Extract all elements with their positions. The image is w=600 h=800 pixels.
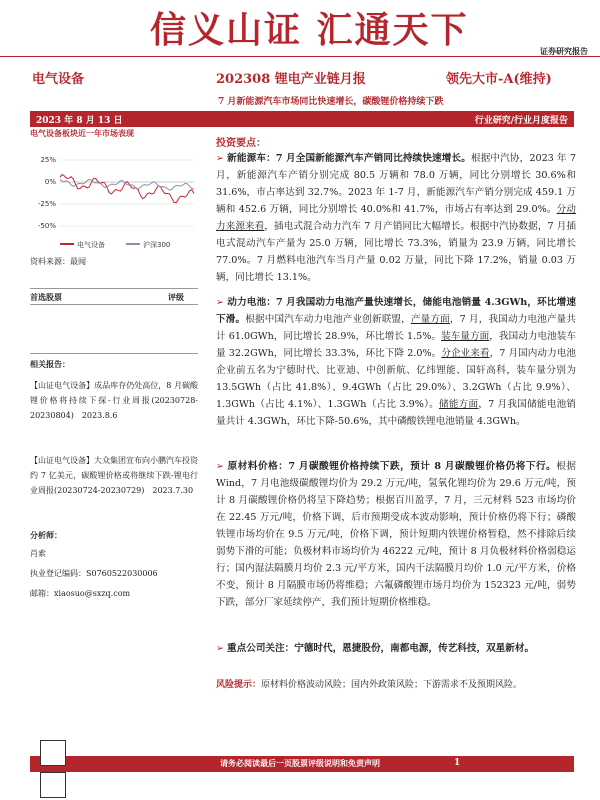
rating-head-label: 评级 — [168, 292, 184, 302]
para-heading: 新能源车：7 月全国新能源汽车产销同比持续快速增长。 — [227, 153, 471, 164]
rating: 领先大市-A(维持) — [446, 72, 552, 87]
report-category: 行业研究/行业月度报告 — [474, 116, 568, 126]
paragraph-ev — [216, 150, 576, 286]
qr-code-icon — [40, 772, 66, 798]
page-number: 1 — [454, 758, 461, 768]
para-text: 根据中汽协，2023 年 7 月，新能源汽车产销分别完成 80.5 万辆和 78.0 万辆，同比分别增长 30.6%和 31.6%，市占率达到 32.7%。2023 年 1-7 月，新能源汽车产销分别完成 459.1 万辆和 452.6 万辆，同比分别增长 40.0%和 41.7%，市场占有率达到 29.0%。 — [216, 153, 577, 215]
report-date: 2023 年 8 月 13 日 — [36, 116, 123, 126]
series-line-sector — [60, 174, 194, 202]
chart-source: 资料来源：最闻 — [30, 257, 86, 266]
related-report-item[interactable]: 【山证电气设备】成品库存仍处高位，8 月碳酸锂价格将持续下探-行业周报(20230728-20230804) 2023.8.6 — [30, 381, 198, 420]
stock-head-label: 首选股票 — [30, 292, 62, 302]
stock-table-header — [30, 288, 198, 303]
left-sidebar — [30, 128, 198, 598]
footer-disclaimer[interactable]: 请务必阅读最后一页股票评级说明和免责声明 — [220, 758, 380, 768]
para-text: 根据中国汽车动力电池产业创新联盟， — [245, 314, 411, 325]
para-underline: 装车量方面 — [441, 331, 490, 342]
related-reports-heading: 相关报告： — [30, 359, 70, 369]
table-divider — [30, 304, 198, 305]
y-tick-label: -25% — [37, 200, 56, 208]
date-bar — [30, 111, 574, 127]
banner-divider — [0, 56, 600, 57]
table-divider — [30, 353, 198, 354]
analyst-name: 肖索 — [30, 549, 46, 558]
analyst-cert: 执业登记编码：S0760522030006 — [30, 569, 158, 578]
footer-bar — [30, 756, 574, 772]
qr-code-icon — [40, 740, 66, 766]
para-text: ，我国动力电池装车量 32.2GWh，同比增长 33.3%，环比下降 2.0%。 — [216, 331, 577, 359]
bullet-icon: ➢ — [216, 153, 225, 164]
header-banner — [0, 0, 600, 70]
brand-logo: 信义山证 汇通天下 — [150, 9, 469, 51]
para-text: ，7 月我国储能电池销量共计 4.3GWh，环比下降-50.6%，其中磷酸铁锂电池销量 4.3GWh。 — [216, 399, 577, 427]
paragraph-battery — [216, 294, 576, 430]
related-report-item[interactable]: 【山证电气设备】大众集团宣布向小鹏汽车投资约 7 亿美元，碳酸锂价格或将继续下跌-锂电行业周报(20230724-20230729) 2023.7.30 — [30, 456, 198, 495]
bullet-icon: ➢ — [216, 297, 225, 308]
sector-name: 电气设备 — [32, 72, 85, 87]
para-text: ，插电式混合动力汽车 7 月产销同比大幅增长。根据中汽协数据，7 月插电式混动汽车产量为 25.0 万辆，同比增长 73.3%，销量为 23.9 万辆，同比增长 77.0%。7 月燃料电池汽车当月产量 0.02 万量，同比下降 17.2%，销量 0.03 万辆，同比增长 13.1%。 — [216, 221, 577, 283]
chart-svg — [30, 152, 198, 252]
para-underline: 分动力来源来看 — [216, 204, 577, 232]
para-text: 根据 Wind，7 月电池级碳酸锂均价为 29.2 万元/吨，氢氧化锂均价为 29.6 万元/吨，预计 8 月碳酸锂价格仍将呈下降趋势；根据百川盈孚，7 月，三元材料 523 市场均价在 22.45 万元/吨，价格下调，后市预期受成本波动影响，预计价格仍将下行；磷酸铁锂市场均价在 9.5 万元/吨，价格下调，预计短期内铁锂价格暂稳，然不排除后续弱势下滑的可能；负极材料市场均价为 46222 元/吨，预计 8 月负极材料价格弱稳运行；国内湿法隔膜月均价 2.3 元/平方米，国内干法隔膜月均价 1.0 元/平方米，价格不变，预计 8 月隔膜市场仍将维稳；六氟磷酸锂市场月均价为 152323 元/吨，弱势下跌，部分厂家延续停产，我们预计短期价格维稳。 — [216, 461, 576, 608]
para-underline: 储能方面 — [438, 399, 479, 410]
bullet-icon: ➢ — [216, 461, 225, 472]
legend-label-hs300: 沪深300 — [143, 241, 171, 249]
page-title: 202308 锂电产业链月报 — [216, 72, 366, 87]
y-tick-label: 25% — [40, 156, 56, 164]
legend-label-sector: 电气设备 — [77, 241, 105, 249]
paragraph-companies — [216, 640, 576, 657]
title-row — [0, 62, 600, 88]
chart-title: 电气设备板块近一年市场表现 — [30, 128, 134, 138]
report-type: 证券研究报告 — [540, 47, 588, 56]
para-underline: 产量方面 — [410, 314, 450, 325]
bullet-icon: ➢ — [216, 643, 225, 654]
para-heading: 重点公司关注：宁德时代，恩捷股份，南都电源，传艺科技，双星新材。 — [227, 643, 535, 654]
y-tick-label: 0% — [44, 178, 56, 186]
risk-warning — [216, 678, 576, 692]
analyst-heading: 分析师： — [30, 530, 62, 540]
para-text: ，7 月国内动力电池企业前五名为宁德时代、比亚迪、中创新航、亿纬锂能、国轩高科，装车量分别为 13.5GWh（占比 41.8%）、9.4GWh（占比 29.0%）、3.2GWh（占比 9.9%）、1.3GWh（占比 4.1%）、1.3GWh（占比 3.9%）。 — [216, 348, 576, 410]
key-points-heading: 投资要点： — [216, 138, 266, 149]
para-heading: 动力电池：7 月我国动力电池产量快速增长，储能电池销量 4.3GWh，环比增速下滑。 — [216, 297, 576, 325]
risk-text: 原材料价格波动风险；国内外政策风险；下游需求不及预期风险。 — [261, 680, 523, 690]
para-heading: 原材料价格：7 月碳酸锂价格持续下跌，预计 8 月碳酸锂价格仍将下行。 — [227, 461, 557, 472]
para-text: ，7 月，我国动力电池产量共计 61.0GWh，同比增长 28.9%，环比增长 1.5%。 — [216, 314, 577, 342]
y-tick-label: -50% — [37, 222, 56, 230]
subtitle: 7 月新能源汽车市场同比快速增长，碳酸锂价格持续下跌 — [218, 97, 444, 107]
para-underline: 分企业来看 — [441, 348, 490, 359]
risk-heading: 风险提示： — [216, 680, 262, 690]
chart-legend — [60, 240, 170, 249]
paragraph-materials — [216, 458, 576, 611]
analyst-email[interactable]: 邮箱：xiaosuo@sxzq.com — [30, 589, 131, 598]
